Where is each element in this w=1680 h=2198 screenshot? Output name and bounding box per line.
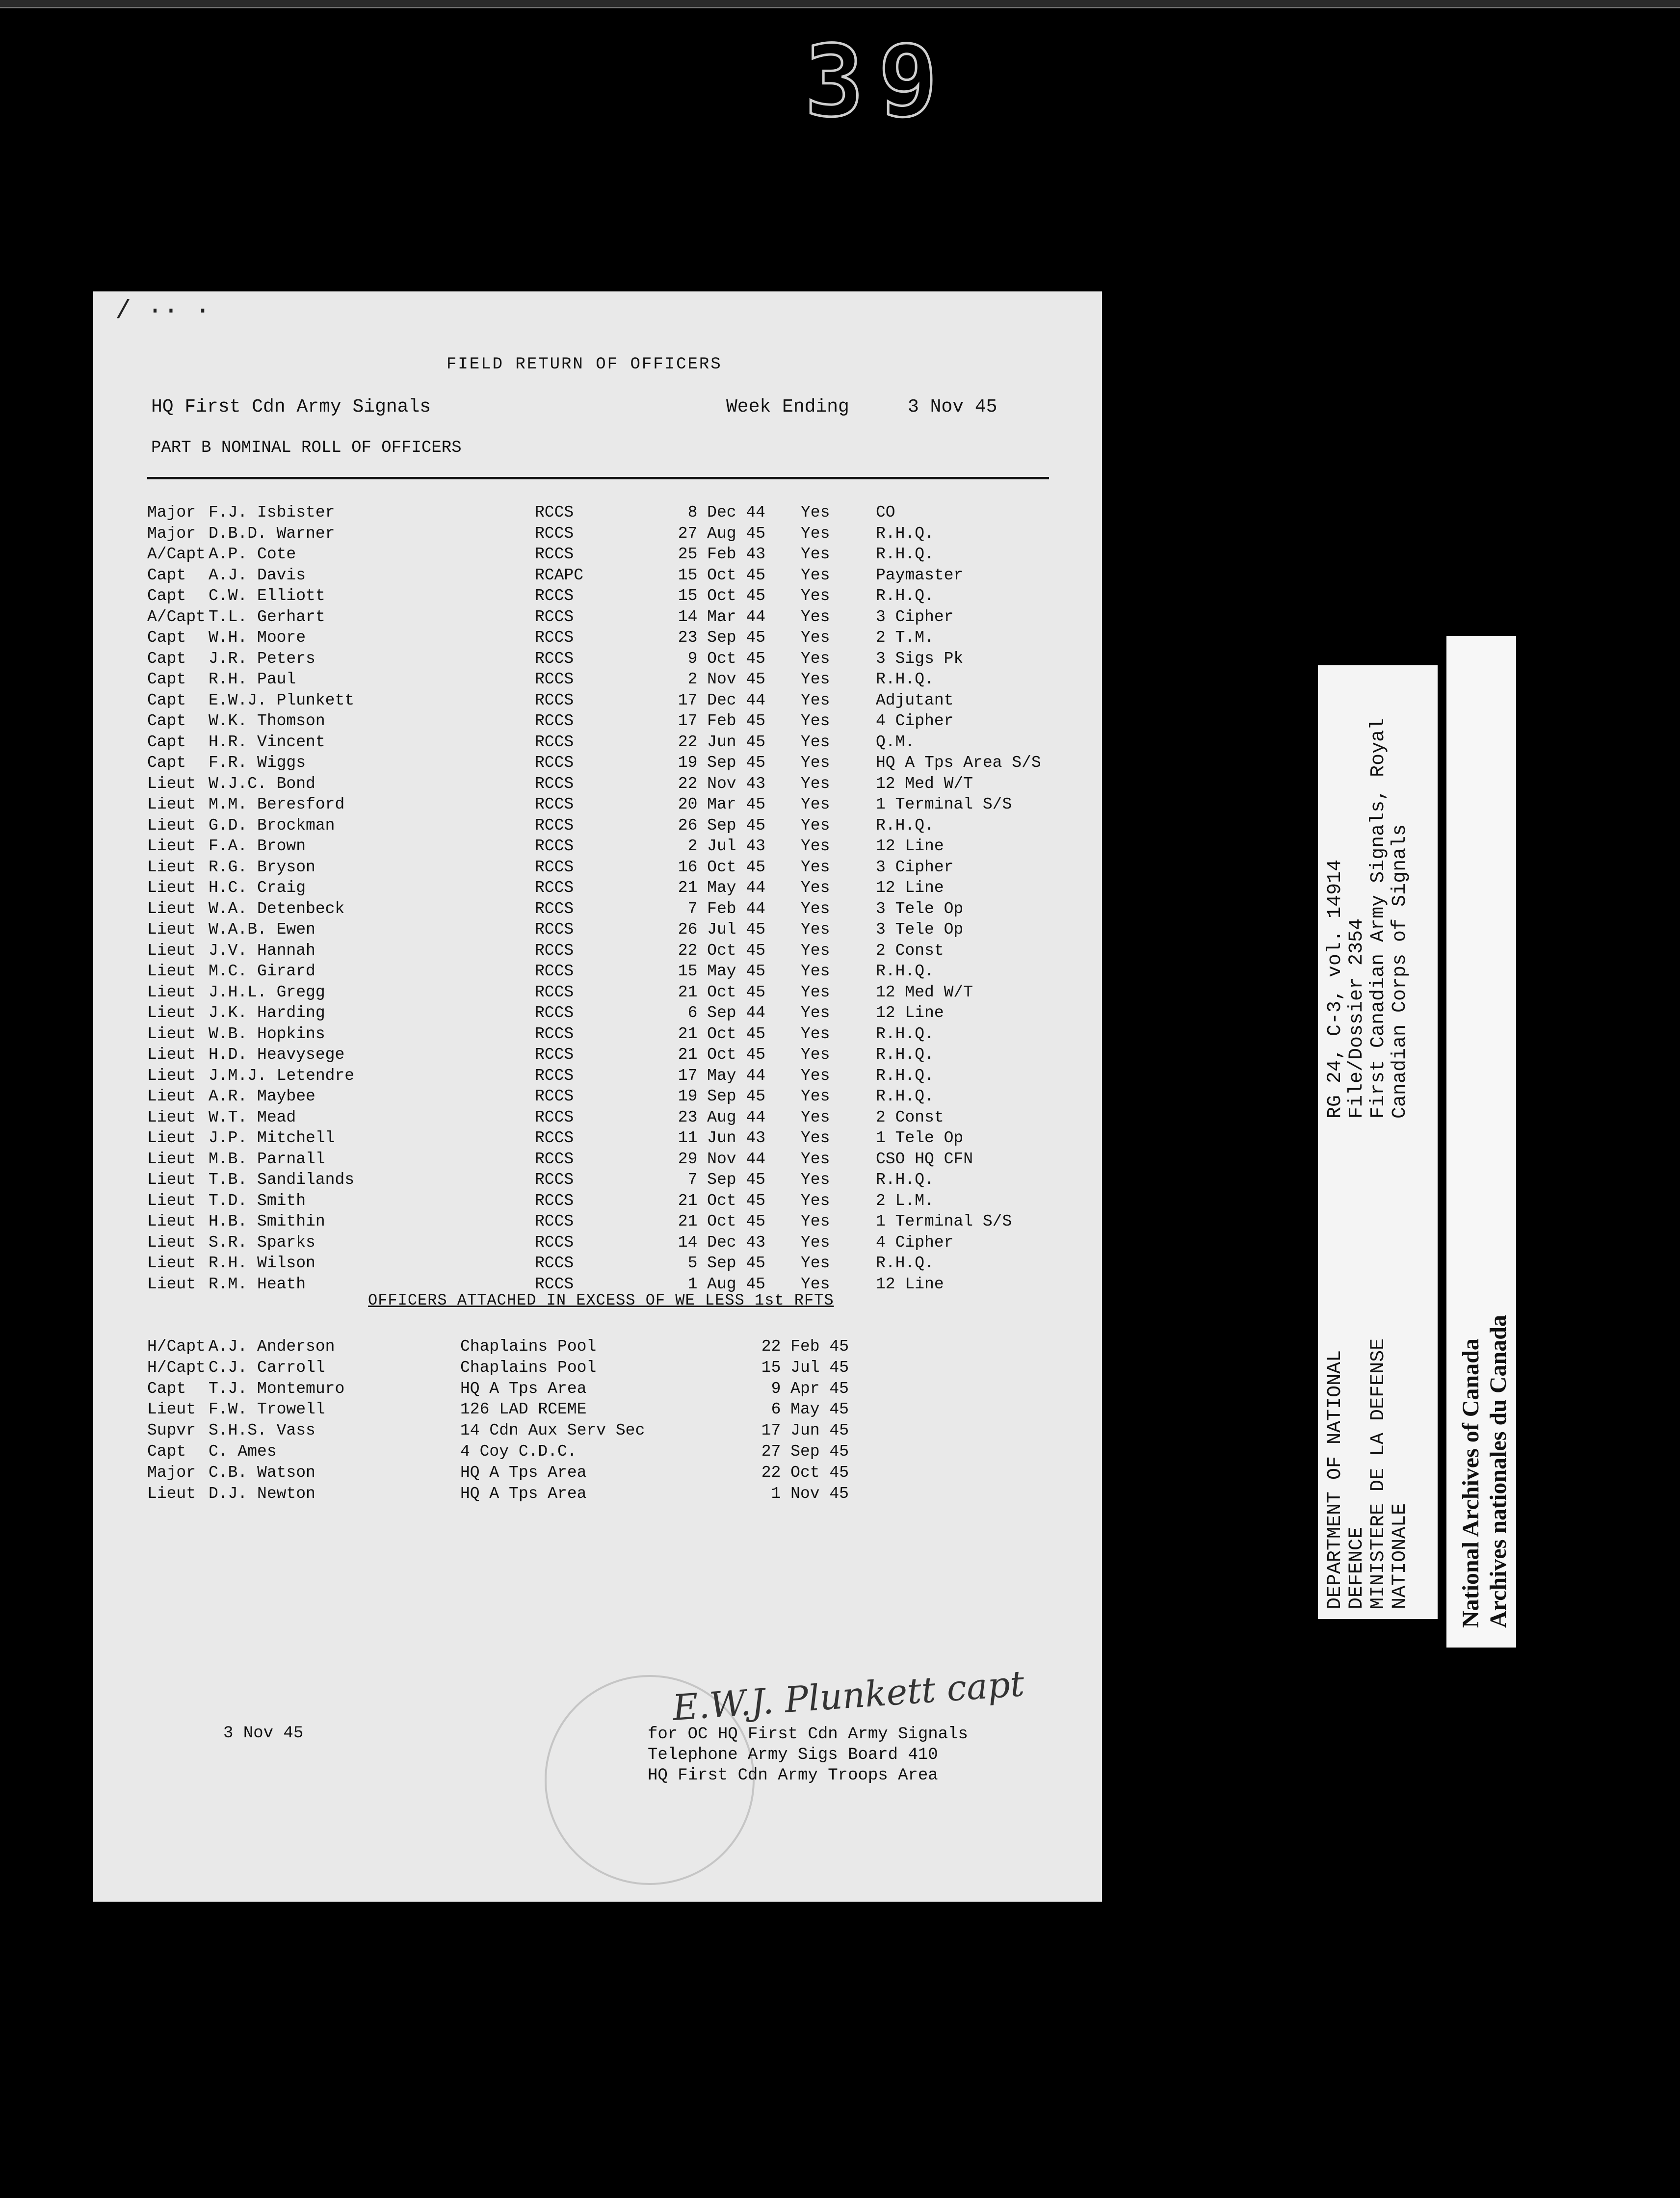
attached-rank: Major xyxy=(147,1463,196,1482)
signature-line: for OC HQ First Cdn Army Signals xyxy=(648,1725,968,1744)
attached-rank: Supvr xyxy=(147,1421,196,1440)
roll-date: 26 Sep 45 xyxy=(678,816,765,835)
roll-corps: RCCS xyxy=(535,795,574,813)
attached-rank: Lieut xyxy=(147,1484,196,1503)
roll-post: CO xyxy=(876,503,895,522)
roll-corps: RCCS xyxy=(535,628,574,647)
roll-date: 15 Oct 45 xyxy=(678,566,765,584)
roll-date: 15 Oct 45 xyxy=(678,587,765,605)
roll-rank: Lieut xyxy=(147,1004,196,1022)
roll-post: R.H.Q. xyxy=(876,670,934,688)
week-ending-label: Week Ending xyxy=(726,396,849,418)
roll-name: F.J. Isbister xyxy=(209,503,335,522)
footer-date: 3 Nov 45 xyxy=(223,1724,304,1743)
roll-rank: Lieut xyxy=(147,858,196,876)
roll-corps: RCCS xyxy=(535,670,574,688)
roll-date: 21 Oct 45 xyxy=(678,1191,765,1210)
roll-corps: RCCS xyxy=(535,1046,574,1064)
roll-name: R.G. Bryson xyxy=(209,858,315,876)
roll-corps: RCCS xyxy=(535,607,574,626)
roll-rank: Lieut xyxy=(147,1024,196,1043)
roll-corps: RCCS xyxy=(535,1233,574,1252)
roll-date: 8 Dec 44 xyxy=(687,503,765,522)
roll-date: 19 Sep 45 xyxy=(678,1087,765,1105)
roll-yes: Yes xyxy=(801,774,830,793)
roll-post: R.H.Q. xyxy=(876,545,934,563)
roll-name: A.P. Cote xyxy=(209,545,296,563)
handwritten-signature: E.W.J. Plunkett capt xyxy=(671,1663,1026,1728)
roll-rank: Lieut xyxy=(147,774,196,793)
roll-yes: Yes xyxy=(801,1004,830,1022)
roll-yes: Yes xyxy=(801,1150,830,1168)
roll-rank: Major xyxy=(147,524,196,543)
roll-name: W.A. Detenbeck xyxy=(209,899,345,918)
roll-rank: Capt xyxy=(147,670,186,688)
roll-name: A.R. Maybee xyxy=(209,1087,315,1105)
roll-corps: RCCS xyxy=(535,1087,574,1105)
roll-date: 25 Feb 43 xyxy=(678,545,765,563)
archives-fr: Archives nationales du Canada xyxy=(1485,1315,1511,1628)
attached-heading: OFFICERS ATTACHED IN EXCESS OF WE LESS 1st RFTS xyxy=(368,1291,834,1309)
roll-rank: Capt xyxy=(147,712,186,730)
roll-rank: Capt xyxy=(147,566,186,584)
attached-date: 15 Jul 45 xyxy=(761,1358,849,1377)
roll-yes: Yes xyxy=(801,1254,830,1272)
roll-post: 12 Med W/T xyxy=(876,983,973,1001)
roll-rank: Lieut xyxy=(147,1191,196,1210)
week-ending-date: 3 Nov 45 xyxy=(908,396,998,418)
roll-yes: Yes xyxy=(801,754,830,772)
roll-date: 17 May 44 xyxy=(678,1066,765,1085)
roll-rank: Lieut xyxy=(147,962,196,980)
roll-name: W.J.C. Bond xyxy=(209,774,315,793)
roll-name: D.B.D. Warner xyxy=(209,524,335,543)
attached-rank: Lieut xyxy=(147,1400,196,1419)
edge-marks: / ·· · xyxy=(115,296,211,326)
reference-line: RG 24, C-3, vol. 14914 xyxy=(1324,859,1346,1119)
roll-corps: RCCS xyxy=(535,1191,574,1210)
roll-yes: Yes xyxy=(801,795,830,813)
roll-name: W.A.B. Ewen xyxy=(209,920,315,939)
roll-date: 26 Jul 45 xyxy=(678,920,765,939)
roll-date: 14 Mar 44 xyxy=(678,607,765,626)
roll-date: 21 Oct 45 xyxy=(678,1212,765,1230)
attached-unit: 4 Coy C.D.C. xyxy=(460,1442,577,1461)
roll-post: R.H.Q. xyxy=(876,1024,934,1043)
roll-corps: RCCS xyxy=(535,1129,574,1147)
film-top-strip xyxy=(0,0,1680,8)
roll-name: T.B. Sandilands xyxy=(209,1171,355,1189)
national-archives-label xyxy=(1446,636,1516,1648)
roll-name: F.A. Brown xyxy=(209,837,306,855)
attached-name: C.J. Carroll xyxy=(209,1358,325,1377)
attached-name: C. Ames xyxy=(209,1442,277,1461)
roll-corps: RCCS xyxy=(535,774,574,793)
attached-rank: Capt xyxy=(147,1379,186,1398)
roll-rank: Capt xyxy=(147,754,186,772)
archive-reference-text xyxy=(1325,677,1411,1609)
roll-date: 21 May 44 xyxy=(678,879,765,897)
roll-yes: Yes xyxy=(801,607,830,626)
roll-date: 23 Sep 45 xyxy=(678,628,765,647)
roll-corps: RCCS xyxy=(535,1108,574,1126)
attached-date: 9 Apr 45 xyxy=(771,1379,849,1398)
roll-post: R.H.Q. xyxy=(876,524,934,543)
roll-post: 3 Tele Op xyxy=(876,920,964,939)
roll-rank: Capt xyxy=(147,587,186,605)
attached-unit: Chaplains Pool xyxy=(460,1337,597,1356)
roll-corps: RCAPC xyxy=(535,566,584,584)
roll-post: 3 Sigs Pk xyxy=(876,649,964,668)
signature-line: HQ First Cdn Army Troops Area xyxy=(648,1766,938,1785)
roll-yes: Yes xyxy=(801,941,830,960)
archive-reference-label xyxy=(1318,665,1438,1619)
attached-name: D.J. Newton xyxy=(209,1484,315,1503)
roll-rank: Lieut xyxy=(147,1254,196,1272)
roll-yes: Yes xyxy=(801,879,830,897)
roll-corps: RCCS xyxy=(535,816,574,835)
roll-yes: Yes xyxy=(801,1233,830,1252)
roll-name: H.D. Heavysege xyxy=(209,1046,345,1064)
roll-name: J.K. Harding xyxy=(209,1004,325,1022)
roll-rank: Lieut xyxy=(147,899,196,918)
roll-rank: Capt xyxy=(147,733,186,751)
roll-rank: Capt xyxy=(147,691,186,709)
roll-date: 22 Jun 45 xyxy=(678,733,765,751)
roll-yes: Yes xyxy=(801,1087,830,1105)
roll-corps: RCCS xyxy=(535,962,574,980)
roll-rank: Lieut xyxy=(147,1066,196,1085)
roll-name: W.B. Hopkins xyxy=(209,1024,325,1043)
roll-date: 21 Oct 45 xyxy=(678,1046,765,1064)
document-title: FIELD RETURN OF OFFICERS xyxy=(446,355,722,374)
roll-yes: Yes xyxy=(801,670,830,688)
reference-lines xyxy=(1325,718,1411,1119)
roll-date: 21 Oct 45 xyxy=(678,983,765,1001)
roll-rank: Lieut xyxy=(147,1108,196,1126)
roll-post: R.H.Q. xyxy=(876,816,934,835)
department-line: NATIONALE xyxy=(1389,1503,1411,1609)
roll-date: 9 Oct 45 xyxy=(687,649,765,668)
roll-rank: Lieut xyxy=(147,795,196,813)
roll-corps: RCCS xyxy=(535,899,574,918)
national-archives-text xyxy=(1457,1039,1512,1628)
roll-rank: Lieut xyxy=(147,920,196,939)
attached-name: A.J. Anderson xyxy=(209,1337,335,1356)
roll-name: E.W.J. Plunkett xyxy=(209,691,355,709)
roll-date: 17 Dec 44 xyxy=(678,691,765,709)
roll-post: Paymaster xyxy=(876,566,964,584)
roll-rank: Lieut xyxy=(147,1129,196,1147)
roll-date: 19 Sep 45 xyxy=(678,754,765,772)
roll-yes: Yes xyxy=(801,1275,830,1293)
roll-rank: Lieut xyxy=(147,983,196,1001)
roll-yes: Yes xyxy=(801,649,830,668)
roll-date: 29 Nov 44 xyxy=(678,1150,765,1168)
roll-post: R.H.Q. xyxy=(876,1087,934,1105)
roll-rank: Lieut xyxy=(147,816,196,835)
roll-corps: RCCS xyxy=(535,1275,574,1293)
department-line: DEFENCE xyxy=(1346,1526,1368,1609)
attached-unit: Chaplains Pool xyxy=(460,1358,597,1377)
roll-date: 20 Mar 45 xyxy=(678,795,765,813)
roll-post: Q.M. xyxy=(876,733,915,751)
roll-date: 16 Oct 45 xyxy=(678,858,765,876)
roll-corps: RCCS xyxy=(535,1254,574,1272)
roll-post: 12 Line xyxy=(876,837,944,855)
roll-rank: Lieut xyxy=(147,1233,196,1252)
unit-name: HQ First Cdn Army Signals xyxy=(151,396,431,418)
roll-name: W.K. Thomson xyxy=(209,712,325,730)
roll-corps: RCCS xyxy=(535,1066,574,1085)
roll-name: M.C. Girard xyxy=(209,962,315,980)
attached-rank: H/Capt xyxy=(147,1358,206,1377)
roll-rank: Lieut xyxy=(147,1171,196,1189)
roll-name: H.C. Craig xyxy=(209,879,306,897)
roll-name: M.B. Parnall xyxy=(209,1150,325,1168)
roll-rank: A/Capt xyxy=(147,545,206,563)
roll-yes: Yes xyxy=(801,899,830,918)
roll-post: 1 Terminal S/S xyxy=(876,795,1012,813)
attached-name: T.J. Montemuro xyxy=(209,1379,345,1398)
roll-name: F.R. Wiggs xyxy=(209,754,306,772)
roll-name: R.H. Wilson xyxy=(209,1254,315,1272)
roll-date: 21 Oct 45 xyxy=(678,1024,765,1043)
roll-name: J.P. Mitchell xyxy=(209,1129,335,1147)
roll-name: R.M. Heath xyxy=(209,1275,306,1293)
roll-corps: RCCS xyxy=(535,1004,574,1022)
roll-post: 3 Tele Op xyxy=(876,899,964,918)
roll-name: S.R. Sparks xyxy=(209,1233,315,1252)
attached-date: 22 Feb 45 xyxy=(761,1337,849,1356)
roll-name: W.T. Mead xyxy=(209,1108,296,1126)
attached-unit: 126 LAD RCEME xyxy=(460,1400,587,1419)
roll-corps: RCCS xyxy=(535,1024,574,1043)
document-page xyxy=(93,291,1102,1902)
roll-date: 7 Feb 44 xyxy=(687,899,765,918)
header-rule xyxy=(147,477,1049,479)
roll-yes: Yes xyxy=(801,816,830,835)
roll-post: 1 Tele Op xyxy=(876,1129,964,1147)
reference-line: First Canadian Army Signals, Royal xyxy=(1367,718,1390,1119)
roll-rank: Lieut xyxy=(147,837,196,855)
roll-post: R.H.Q. xyxy=(876,962,934,980)
roll-rank: Capt xyxy=(147,649,186,668)
roll-name: T.L. Gerhart xyxy=(209,607,325,626)
roll-yes: Yes xyxy=(801,566,830,584)
roll-corps: RCCS xyxy=(535,858,574,876)
roll-yes: Yes xyxy=(801,1108,830,1126)
roll-date: 7 Sep 45 xyxy=(687,1171,765,1189)
roll-post: R.H.Q. xyxy=(876,1171,934,1189)
roll-name: H.R. Vincent xyxy=(209,733,325,751)
roll-name: A.J. Davis xyxy=(209,566,306,584)
roll-corps: RCCS xyxy=(535,503,574,522)
frame-number: 39 xyxy=(805,25,952,139)
roll-yes: Yes xyxy=(801,587,830,605)
roll-yes: Yes xyxy=(801,503,830,522)
department-line: MINISTERE DE LA DEFENSE xyxy=(1367,1338,1390,1609)
roll-corps: RCCS xyxy=(535,920,574,939)
attached-date: 27 Sep 45 xyxy=(761,1442,849,1461)
roll-corps: RCCS xyxy=(535,587,574,605)
roll-post: 12 Line xyxy=(876,879,944,897)
roll-corps: RCCS xyxy=(535,691,574,709)
roll-post: R.H.Q. xyxy=(876,1254,934,1272)
roll-post: 12 Line xyxy=(876,1004,944,1022)
roll-corps: RCCS xyxy=(535,983,574,1001)
attached-unit: 14 Cdn Aux Serv Sec xyxy=(460,1421,645,1440)
roll-name: G.D. Brockman xyxy=(209,816,335,835)
roll-date: 2 Nov 45 xyxy=(687,670,765,688)
roll-post: 2 Const xyxy=(876,1108,944,1126)
roll-rank: Major xyxy=(147,503,196,522)
roll-post: 4 Cipher xyxy=(876,712,954,730)
roll-corps: RCCS xyxy=(535,837,574,855)
roll-yes: Yes xyxy=(801,1171,830,1189)
signature-block xyxy=(648,1724,968,1786)
roll-yes: Yes xyxy=(801,524,830,543)
roll-name: H.B. Smithin xyxy=(209,1212,325,1230)
roll-date: 11 Jun 43 xyxy=(678,1129,765,1147)
roll-yes: Yes xyxy=(801,1024,830,1043)
roll-name: M.M. Beresford xyxy=(209,795,345,813)
roll-yes: Yes xyxy=(801,1212,830,1230)
archives-en: National Archives of Canada xyxy=(1458,1338,1484,1628)
part-heading: PART B NOMINAL ROLL OF OFFICERS xyxy=(151,439,462,457)
roll-post: 2 T.M. xyxy=(876,628,934,647)
roll-post: 2 Const xyxy=(876,941,944,960)
roll-corps: RCCS xyxy=(535,754,574,772)
roll-yes: Yes xyxy=(801,545,830,563)
roll-yes: Yes xyxy=(801,628,830,647)
roll-corps: RCCS xyxy=(535,1171,574,1189)
attached-date: 1 Nov 45 xyxy=(771,1484,849,1503)
roll-date: 17 Feb 45 xyxy=(678,712,765,730)
roll-date: 1 Aug 45 xyxy=(687,1275,765,1293)
roll-date: 2 Jul 43 xyxy=(687,837,765,855)
roll-corps: RCCS xyxy=(535,524,574,543)
roll-post: 2 L.M. xyxy=(876,1191,934,1210)
reference-line: File/Dossier 2354 xyxy=(1346,918,1368,1119)
roll-yes: Yes xyxy=(801,1191,830,1210)
roll-post: CSO HQ CFN xyxy=(876,1150,973,1168)
roll-name: T.D. Smith xyxy=(209,1191,306,1210)
roll-date: 6 Sep 44 xyxy=(687,1004,765,1022)
roll-yes: Yes xyxy=(801,712,830,730)
roll-date: 22 Oct 45 xyxy=(678,941,765,960)
roll-corps: RCCS xyxy=(535,1212,574,1230)
roll-yes: Yes xyxy=(801,983,830,1001)
roll-post: Adjutant xyxy=(876,691,954,709)
roll-yes: Yes xyxy=(801,962,830,980)
roll-corps: RCCS xyxy=(535,879,574,897)
roll-yes: Yes xyxy=(801,837,830,855)
roll-rank: Lieut xyxy=(147,1212,196,1230)
roll-yes: Yes xyxy=(801,920,830,939)
attached-rank: H/Capt xyxy=(147,1337,206,1356)
roll-date: 22 Nov 43 xyxy=(678,774,765,793)
roll-post: 3 Cipher xyxy=(876,858,954,876)
roll-corps: RCCS xyxy=(535,649,574,668)
roll-corps: RCCS xyxy=(535,941,574,960)
roll-date: 5 Sep 45 xyxy=(687,1254,765,1272)
roll-name: J.R. Peters xyxy=(209,649,315,668)
roll-post: 3 Cipher xyxy=(876,607,954,626)
roll-name: W.H. Moore xyxy=(209,628,306,647)
attached-date: 17 Jun 45 xyxy=(761,1421,849,1440)
roll-yes: Yes xyxy=(801,733,830,751)
attached-rank: Capt xyxy=(147,1442,186,1461)
roll-name: J.V. Hannah xyxy=(209,941,315,960)
roll-post: 12 Med W/T xyxy=(876,774,973,793)
signature-line: Telephone Army Sigs Board 410 xyxy=(648,1746,938,1764)
roll-name: R.H. Paul xyxy=(209,670,296,688)
roll-yes: Yes xyxy=(801,691,830,709)
roll-post: R.H.Q. xyxy=(876,587,934,605)
roll-yes: Yes xyxy=(801,858,830,876)
roll-post: R.H.Q. xyxy=(876,1066,934,1085)
roll-date: 23 Aug 44 xyxy=(678,1108,765,1126)
attached-name: C.B. Watson xyxy=(209,1463,315,1482)
roll-rank: A/Capt xyxy=(147,607,206,626)
attached-unit: HQ A Tps Area xyxy=(460,1463,587,1482)
roll-post: 1 Terminal S/S xyxy=(876,1212,1012,1230)
roll-rank: Lieut xyxy=(147,1046,196,1064)
attached-unit: HQ A Tps Area xyxy=(460,1379,587,1398)
attached-name: F.W. Trowell xyxy=(209,1400,325,1419)
roll-rank: Lieut xyxy=(147,1275,196,1293)
attached-unit: HQ A Tps Area xyxy=(460,1484,587,1503)
roll-post: 12 Line xyxy=(876,1275,944,1293)
roll-date: 14 Dec 43 xyxy=(678,1233,765,1252)
attached-date: 22 Oct 45 xyxy=(761,1463,849,1482)
roll-date: 15 May 45 xyxy=(678,962,765,980)
roll-post: HQ A Tps Area S/S xyxy=(876,754,1041,772)
roll-yes: Yes xyxy=(801,1066,830,1085)
attached-date: 6 May 45 xyxy=(771,1400,849,1419)
roll-post: R.H.Q. xyxy=(876,1046,934,1064)
roll-date: 27 Aug 45 xyxy=(678,524,765,543)
roll-rank: Lieut xyxy=(147,879,196,897)
roll-corps: RCCS xyxy=(535,733,574,751)
roll-rank: Capt xyxy=(147,628,186,647)
roll-rank: Lieut xyxy=(147,1150,196,1168)
roll-post: 4 Cipher xyxy=(876,1233,954,1252)
department-line: DEPARTMENT OF NATIONAL xyxy=(1324,1350,1346,1609)
roll-corps: RCCS xyxy=(535,712,574,730)
roll-name: J.M.J. Letendre xyxy=(209,1066,355,1085)
roll-rank: Lieut xyxy=(147,941,196,960)
attached-name: S.H.S. Vass xyxy=(209,1421,315,1440)
roll-rank: Lieut xyxy=(147,1087,196,1105)
roll-yes: Yes xyxy=(801,1129,830,1147)
roll-name: C.W. Elliott xyxy=(209,587,325,605)
roll-corps: RCCS xyxy=(535,545,574,563)
roll-corps: RCCS xyxy=(535,1150,574,1168)
roll-name: J.H.L. Gregg xyxy=(209,983,325,1001)
reference-line: Canadian Corps of Signals xyxy=(1389,824,1411,1119)
roll-yes: Yes xyxy=(801,1046,830,1064)
